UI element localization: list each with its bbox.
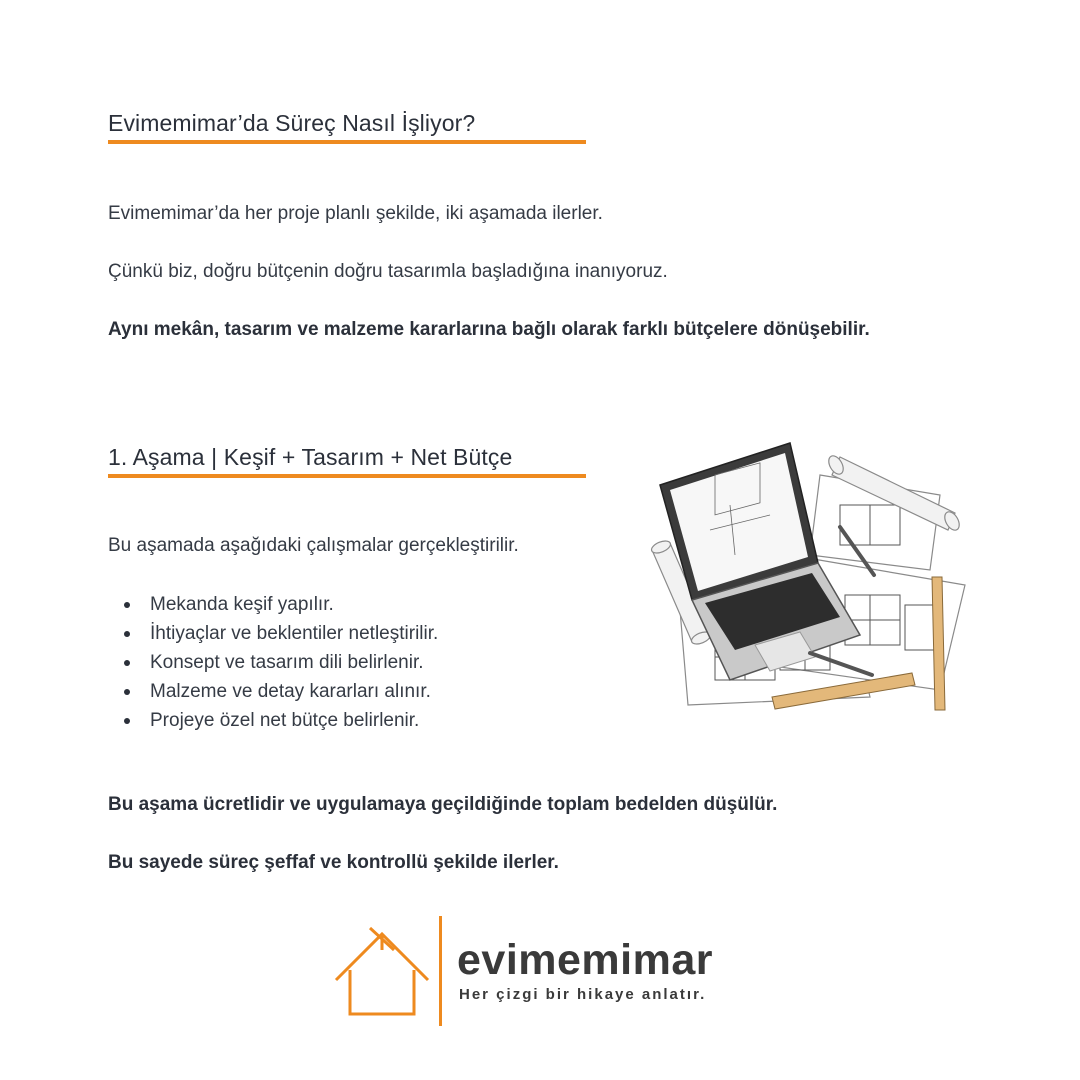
- list-item: Projeye özel net bütçe belirlenir.: [108, 706, 438, 735]
- house-logo-icon: [330, 920, 435, 1025]
- list-item: İhtiyaçlar ve beklentiler netleştirilir.: [108, 619, 438, 648]
- list-item: Mekanda keşif yapılır.: [108, 590, 438, 619]
- bullet-icon: [124, 660, 130, 666]
- title-underline: [108, 474, 586, 478]
- brand-slogan: Her çizgi bir hikaye anlatır.: [459, 986, 707, 1003]
- title-underline: [108, 140, 586, 144]
- list-item: Konsept ve tasarım dili belirlenir.: [108, 648, 438, 677]
- bullet-icon: [124, 718, 130, 724]
- list-item: Malzeme ve detay kararları alınır.: [108, 677, 438, 706]
- section-title-stage-1: 1. Aşama | Keşif + Tasarım + Net Bütçe: [108, 444, 513, 470]
- bullet-icon: [124, 602, 130, 608]
- paragraph-budget-note: Aynı mekân, tasarım ve malzeme kararlarına bağlı olarak farklı bütçelere dönüşebilir.: [108, 319, 870, 340]
- stage-intro: Bu aşamada aşağıdaki çalışmalar gerçekleştirilir.: [108, 535, 519, 556]
- paragraph-belief: Çünkü biz, doğru bütçenin doğru tasarımla başladığına inanıyoruz.: [108, 261, 668, 282]
- paragraph-two-stages: Evimemimar’da her proje planlı şekilde, iki aşamada ilerler.: [108, 203, 603, 224]
- brand-name: evimemimar: [457, 936, 713, 984]
- laptop-plans-illustration: [640, 435, 980, 725]
- paragraph-fee-note: Bu aşama ücretlidir ve uygulamaya geçildiğinde toplam bedelden düşülür.: [108, 794, 778, 815]
- bullet-icon: [124, 631, 130, 637]
- section-title-process: Evimemimar’da Süreç Nasıl İşliyor?: [108, 110, 476, 136]
- stage-steps-list: [108, 590, 438, 735]
- bullet-icon: [124, 689, 130, 695]
- logo-divider: [439, 916, 442, 1026]
- paragraph-transparency-note: Bu sayede süreç şeffaf ve kontrollü şekilde ilerler.: [108, 852, 559, 873]
